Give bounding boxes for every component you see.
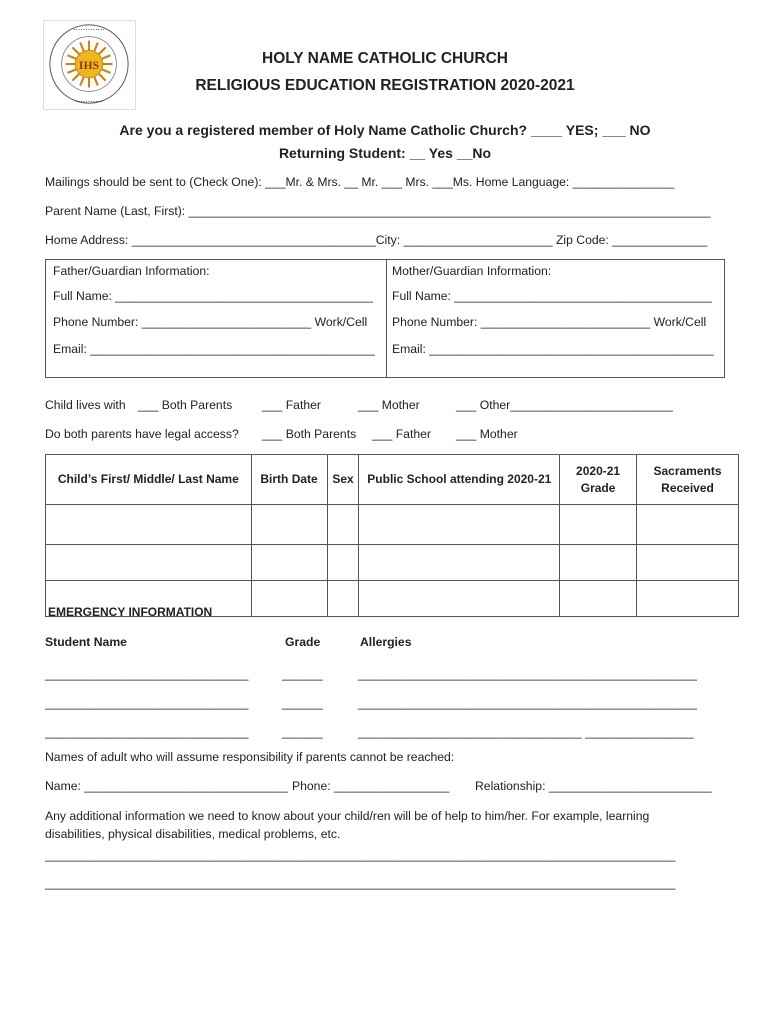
responsible-adult-intro: Names of adult who will assume responsibility if parents cannot be reached: <box>45 750 455 764</box>
emergency-col-grade: Grade <box>285 635 321 649</box>
col-sacraments: Sacraments Received <box>637 455 739 505</box>
emergency-student-field[interactable]: ______________________________ <box>45 667 249 681</box>
mother-heading: Mother/Guardian Information: <box>392 264 552 278</box>
cell-child-name[interactable] <box>46 505 252 545</box>
emergency-allergies-field[interactable]: _________________________________ ________________ <box>358 725 694 739</box>
emergency-student-field[interactable]: ______________________________ <box>45 696 249 710</box>
membership-question[interactable]: Are you a registered member of Holy Name Catholic Church? ____ YES; ___ NO <box>119 122 651 138</box>
additional-info-text-cont: disabilities, physical disabilities, medical problems, etc. <box>45 827 341 841</box>
father-email-field[interactable]: Email: __________________________________________ <box>53 342 375 356</box>
emergency-col-allergies: Allergies <box>360 635 412 649</box>
church-title: HOLY NAME CATHOLIC CHURCH <box>262 50 508 67</box>
responsible-relationship-field[interactable]: Relationship: ________________________ <box>475 779 712 793</box>
child-lives-label: Child lives with <box>45 398 126 412</box>
cell-grade[interactable] <box>560 545 637 581</box>
table-row <box>46 545 739 581</box>
emergency-allergies-field[interactable]: __________________________________________________ <box>358 667 697 681</box>
cell-sex[interactable] <box>327 505 359 545</box>
col-sex: Sex <box>327 455 359 505</box>
additional-info-line[interactable]: _____________________________________________________________________________________________ <box>45 848 676 862</box>
children-table <box>45 454 739 617</box>
emergency-student-field[interactable]: ______________________________ <box>45 725 249 739</box>
cell-birth-date[interactable] <box>251 505 327 545</box>
cell-public-school[interactable] <box>359 545 560 581</box>
legal-mother-option[interactable]: ___ Mother <box>456 427 518 441</box>
emergency-heading: EMERGENCY INFORMATION <box>48 605 213 619</box>
legal-both-parents-option[interactable]: ___ Both Parents <box>262 427 357 441</box>
emergency-grade-field[interactable]: ______ <box>282 725 323 739</box>
cell-sex[interactable] <box>327 545 359 581</box>
father-phone-field[interactable]: Phone Number: _________________________ Work/Cell <box>53 315 368 329</box>
col-birth-date: Birth Date <box>251 455 327 505</box>
emergency-grade-field[interactable]: ______ <box>282 696 323 710</box>
emergency-col-student: Student Name <box>45 635 127 649</box>
lives-mother-option[interactable]: ___ Mother <box>358 398 420 412</box>
lives-other-option[interactable]: ___ Other________________________ <box>456 398 673 412</box>
father-heading: Father/Guardian Information: <box>53 264 210 278</box>
col-child-name: Child’s First/ Middle/ Last Name <box>46 455 252 505</box>
mother-email-field[interactable]: Email: __________________________________________ <box>392 342 714 356</box>
cell-birth-date[interactable] <box>251 545 327 581</box>
table-header-row <box>46 455 739 505</box>
col-grade: 2020-21 Grade <box>560 455 637 505</box>
additional-info-line[interactable]: _____________________________________________________________________________________________ <box>45 876 676 890</box>
cell-grade[interactable] <box>560 581 637 617</box>
cell-sex[interactable] <box>327 581 359 617</box>
additional-info-text: Any additional information we need to know about your child/ren will be of help to him/her. For example, learning <box>45 809 650 823</box>
legal-father-option[interactable]: ___ Father <box>372 427 431 441</box>
responsible-phone-field[interactable]: Phone: _________________ <box>292 779 450 793</box>
father-full-name-field[interactable]: Full Name: ______________________________________ <box>53 289 373 303</box>
form-title: RELIGIOUS EDUCATION REGISTRATION 2020-2021 <box>195 77 575 94</box>
guardian-divider <box>386 260 387 377</box>
returning-student-question[interactable]: Returning Student: __ Yes __No <box>278 145 492 161</box>
cell-grade[interactable] <box>560 505 637 545</box>
svg-text:• • • • • • • • • • •: • • • • • • • • • • • <box>76 99 103 105</box>
home-address-line[interactable]: Home Address: ____________________________________City: ______________________ Zip Code: ______________ <box>45 233 708 247</box>
cell-sacraments[interactable] <box>637 505 739 545</box>
cell-child-name[interactable] <box>46 545 252 581</box>
cell-public-school[interactable] <box>359 505 560 545</box>
responsible-name-field[interactable]: Name: ______________________________ <box>45 779 288 793</box>
mother-full-name-field[interactable]: Full Name: ______________________________________ <box>392 289 712 303</box>
mailings-line[interactable]: Mailings should be sent to (Check One): ___Mr. & Mrs. __ Mr. ___ Mrs. ___Ms. Home Language: _______________ <box>45 175 675 189</box>
parent-name-line[interactable]: Parent Name (Last, First): _____________________________________________________________________________ <box>45 204 711 218</box>
col-public-school: Public School attending 2020-21 <box>359 455 560 505</box>
mother-phone-field[interactable]: Phone Number: _________________________ Work/Cell <box>392 315 707 329</box>
svg-text:IHS: IHS <box>78 58 100 72</box>
cell-public-school[interactable] <box>359 581 560 617</box>
emergency-allergies-field[interactable]: __________________________________________________ <box>358 696 697 710</box>
table-row <box>46 505 739 545</box>
cell-birth-date[interactable] <box>251 581 327 617</box>
legal-access-label: Do both parents have legal access? <box>45 427 239 441</box>
lives-father-option[interactable]: ___ Father <box>262 398 321 412</box>
lives-both-parents-option[interactable]: ___ Both Parents <box>138 398 233 412</box>
emergency-grade-field[interactable]: ______ <box>282 667 323 681</box>
cell-sacraments[interactable] <box>637 545 739 581</box>
cell-sacraments[interactable] <box>637 581 739 617</box>
svg-text:• • • • • • • • • • • • •: • • • • • • • • • • • • • <box>73 26 105 32</box>
